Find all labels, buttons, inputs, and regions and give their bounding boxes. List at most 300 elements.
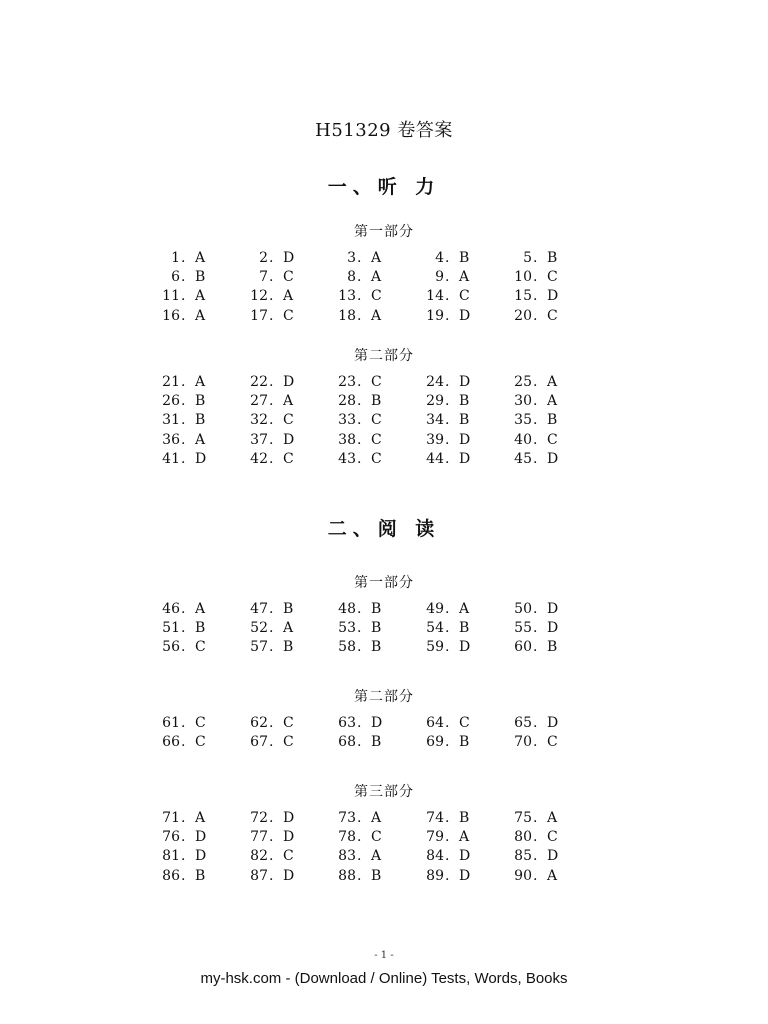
separator-dot: . xyxy=(181,431,186,448)
answer-item xyxy=(0,392,768,411)
question-number: 32 xyxy=(250,412,268,429)
question-number: 40 xyxy=(514,431,532,448)
separator-dot: . xyxy=(269,715,274,731)
page-number: - 1 - xyxy=(374,950,394,961)
answer-letter: D xyxy=(547,848,559,865)
part-label-listening-2: 第二部分 xyxy=(354,348,414,364)
separator-dot: . xyxy=(181,288,186,305)
answer-letter: A xyxy=(371,250,382,266)
answer-letter: A xyxy=(283,393,294,410)
question-number: 81 xyxy=(162,848,180,865)
answer-letter: D xyxy=(459,431,471,448)
answer-item xyxy=(0,268,768,287)
separator-dot: . xyxy=(533,734,538,751)
question-number: 61 xyxy=(162,715,180,731)
separator-dot: . xyxy=(181,250,186,266)
question-number: 77 xyxy=(250,829,268,846)
question-number: 21 xyxy=(162,374,180,390)
separator-dot: . xyxy=(533,810,538,826)
separator-dot: . xyxy=(357,620,362,637)
separator-dot: . xyxy=(181,639,186,656)
question-number: 13 xyxy=(338,288,356,305)
answer-letter: B xyxy=(371,393,382,410)
answer-letter: A xyxy=(459,269,470,286)
part-label-reading-3: 第三部分 xyxy=(354,784,414,800)
question-number: 31 xyxy=(162,412,180,429)
question-number: 58 xyxy=(338,639,356,656)
answer-item xyxy=(0,600,768,619)
question-number: 69 xyxy=(426,734,444,751)
question-number: 19 xyxy=(426,307,444,324)
separator-dot: . xyxy=(357,734,362,751)
answer-letter: A xyxy=(547,867,558,884)
separator-dot: . xyxy=(445,829,450,846)
question-number: 1 xyxy=(171,250,180,266)
answer-letter: D xyxy=(283,431,295,448)
separator-dot: . xyxy=(445,393,450,410)
separator-dot: . xyxy=(445,810,450,826)
question-number: 12 xyxy=(250,288,268,305)
part-label-listening-1: 第一部分 xyxy=(354,224,414,240)
answer-letter: A xyxy=(459,601,470,617)
answer-letter: A xyxy=(283,288,294,305)
question-number: 20 xyxy=(514,307,532,324)
separator-dot: . xyxy=(357,393,362,410)
answer-letter: C xyxy=(283,307,294,324)
question-number: 90 xyxy=(514,867,532,884)
answer-letter: D xyxy=(459,639,471,656)
answer-letter: A xyxy=(459,829,470,846)
question-number: 57 xyxy=(250,639,268,656)
answer-letter: A xyxy=(547,810,558,826)
answer-letter: D xyxy=(283,250,295,266)
answer-letter: D xyxy=(283,810,295,826)
separator-dot: . xyxy=(445,450,450,467)
separator-dot: . xyxy=(269,250,274,266)
answer-item xyxy=(0,619,768,638)
answer-letter: B xyxy=(459,620,470,637)
question-number: 63 xyxy=(338,715,356,731)
separator-dot: . xyxy=(269,810,274,826)
question-number: 86 xyxy=(162,867,180,884)
question-number: 84 xyxy=(426,848,444,865)
separator-dot: . xyxy=(181,374,186,390)
answer-letter: B xyxy=(459,734,470,751)
question-number: 3 xyxy=(347,250,356,266)
answer-letter: C xyxy=(459,715,470,731)
separator-dot: . xyxy=(357,307,362,324)
question-number: 55 xyxy=(514,620,532,637)
answer-letter: B xyxy=(195,412,206,429)
question-number: 2 xyxy=(259,250,268,266)
question-number: 41 xyxy=(162,450,180,467)
question-number: 66 xyxy=(162,734,180,751)
answer-item xyxy=(0,450,768,469)
answer-row xyxy=(0,809,768,828)
separator-dot: . xyxy=(533,288,538,305)
answer-letter: B xyxy=(283,601,294,617)
separator-dot: . xyxy=(269,734,274,751)
answer-letter: D xyxy=(283,867,295,884)
question-number: 52 xyxy=(250,620,268,637)
separator-dot: . xyxy=(357,715,362,731)
separator-dot: . xyxy=(269,431,274,448)
answer-item xyxy=(0,828,768,847)
question-number: 53 xyxy=(338,620,356,637)
answer-item xyxy=(0,431,768,450)
question-number: 45 xyxy=(514,450,532,467)
answer-letter: D xyxy=(547,715,559,731)
question-number: 15 xyxy=(514,288,532,305)
question-number: 18 xyxy=(338,307,356,324)
answer-letter: A xyxy=(371,848,382,865)
question-number: 37 xyxy=(250,431,268,448)
separator-dot: . xyxy=(181,393,186,410)
separator-dot: . xyxy=(445,601,450,617)
separator-dot: . xyxy=(357,250,362,266)
question-number: 9 xyxy=(435,269,444,286)
answer-letter: D xyxy=(283,829,295,846)
answer-item xyxy=(0,307,768,326)
answer-grid-listening-2 xyxy=(0,373,768,469)
question-number: 64 xyxy=(426,715,444,731)
separator-dot: . xyxy=(533,715,538,731)
question-number: 75 xyxy=(514,810,532,826)
separator-dot: . xyxy=(181,715,186,731)
answer-letter: C xyxy=(283,412,294,429)
answer-letter: C xyxy=(371,374,382,390)
answer-letter: C xyxy=(371,288,382,305)
separator-dot: . xyxy=(357,374,362,390)
separator-dot: . xyxy=(269,867,274,884)
answer-letter: C xyxy=(195,734,206,751)
answer-item xyxy=(0,373,768,392)
question-number: 82 xyxy=(250,848,268,865)
answer-letter: A xyxy=(547,393,558,410)
question-number: 4 xyxy=(435,250,444,266)
question-number: 39 xyxy=(426,431,444,448)
answer-letter: B xyxy=(371,639,382,656)
question-number: 28 xyxy=(338,393,356,410)
question-number: 89 xyxy=(426,867,444,884)
question-number: 70 xyxy=(514,734,532,751)
separator-dot: . xyxy=(269,829,274,846)
question-number: 74 xyxy=(426,810,444,826)
question-number: 49 xyxy=(426,601,444,617)
answer-letter: C xyxy=(459,288,470,305)
question-number: 44 xyxy=(426,450,444,467)
separator-dot: . xyxy=(445,639,450,656)
separator-dot: . xyxy=(533,601,538,617)
section-heading-listening: 一、听 力 xyxy=(327,176,441,198)
separator-dot: . xyxy=(445,307,450,324)
separator-dot: . xyxy=(181,269,186,286)
answer-letter: A xyxy=(195,431,206,448)
answer-letter: D xyxy=(195,848,207,865)
answer-letter: C xyxy=(547,269,558,286)
answer-row xyxy=(0,392,768,411)
question-number: 47 xyxy=(250,601,268,617)
separator-dot: . xyxy=(445,288,450,305)
question-number: 68 xyxy=(338,734,356,751)
answer-letter: D xyxy=(195,829,207,846)
answer-letter: D xyxy=(459,867,471,884)
separator-dot: . xyxy=(269,620,274,637)
answer-letter: A xyxy=(195,307,206,324)
question-number: 5 xyxy=(523,250,532,266)
answer-letter: D xyxy=(547,620,559,637)
question-number: 62 xyxy=(250,715,268,731)
answer-letter: D xyxy=(547,450,559,467)
answer-row xyxy=(0,714,768,733)
answer-row xyxy=(0,450,768,469)
answer-letter: C xyxy=(283,450,294,467)
question-number: 60 xyxy=(514,639,532,656)
answer-grid-reading-2 xyxy=(0,714,768,752)
answer-letter: D xyxy=(459,307,471,324)
answer-letter: B xyxy=(371,734,382,751)
answer-item xyxy=(0,287,768,306)
answer-letter: B xyxy=(459,810,470,826)
answer-letter: D xyxy=(547,288,559,305)
separator-dot: . xyxy=(269,412,274,429)
question-number: 48 xyxy=(338,601,356,617)
answer-letter: A xyxy=(195,288,206,305)
separator-dot: . xyxy=(269,269,274,286)
separator-dot: . xyxy=(181,810,186,826)
separator-dot: . xyxy=(533,307,538,324)
separator-dot: . xyxy=(357,639,362,656)
answer-letter: A xyxy=(283,620,294,637)
separator-dot: . xyxy=(445,848,450,865)
answer-letter: C xyxy=(547,431,558,448)
answer-letter: A xyxy=(195,250,206,266)
separator-dot: . xyxy=(269,450,274,467)
answer-letter: B xyxy=(459,412,470,429)
question-number: 73 xyxy=(338,810,356,826)
question-number: 24 xyxy=(426,374,444,390)
question-number: 71 xyxy=(162,810,180,826)
separator-dot: . xyxy=(445,620,450,637)
separator-dot: . xyxy=(533,639,538,656)
answer-row xyxy=(0,638,768,657)
question-number: 42 xyxy=(250,450,268,467)
question-number: 6 xyxy=(171,269,180,286)
separator-dot: . xyxy=(269,307,274,324)
answer-letter: C xyxy=(547,307,558,324)
separator-dot: . xyxy=(445,250,450,266)
separator-dot: . xyxy=(533,431,538,448)
answer-letter: B xyxy=(459,393,470,410)
separator-dot: . xyxy=(181,601,186,617)
part-label-reading-1: 第一部分 xyxy=(354,575,414,591)
question-number: 54 xyxy=(426,620,444,637)
question-number: 85 xyxy=(514,848,532,865)
question-number: 17 xyxy=(250,307,268,324)
answer-row xyxy=(0,268,768,287)
answer-letter: A xyxy=(195,374,206,390)
question-number: 11 xyxy=(162,288,180,305)
separator-dot: . xyxy=(445,431,450,448)
separator-dot: . xyxy=(445,412,450,429)
answer-item xyxy=(0,809,768,828)
separator-dot: . xyxy=(181,829,186,846)
answer-row xyxy=(0,411,768,430)
answer-letter: B xyxy=(547,250,558,266)
answer-row xyxy=(0,287,768,306)
question-number: 36 xyxy=(162,431,180,448)
separator-dot: . xyxy=(357,431,362,448)
question-number: 22 xyxy=(250,374,268,390)
separator-dot: . xyxy=(181,307,186,324)
answer-letter: C xyxy=(371,829,382,846)
question-number: 59 xyxy=(426,639,444,656)
answer-letter: C xyxy=(283,734,294,751)
separator-dot: . xyxy=(357,288,362,305)
question-number: 76 xyxy=(162,829,180,846)
answer-letter: B xyxy=(547,639,558,656)
answer-letter: B xyxy=(371,867,382,884)
answer-row xyxy=(0,619,768,638)
question-number: 23 xyxy=(338,374,356,390)
question-number: 87 xyxy=(250,867,268,884)
separator-dot: . xyxy=(357,810,362,826)
question-number: 65 xyxy=(514,715,532,731)
question-number: 43 xyxy=(338,450,356,467)
answer-letter: A xyxy=(547,374,558,390)
answer-row xyxy=(0,307,768,326)
separator-dot: . xyxy=(533,250,538,266)
answer-letter: D xyxy=(371,715,383,731)
separator-dot: . xyxy=(357,450,362,467)
answer-row xyxy=(0,373,768,392)
answer-letter: A xyxy=(195,601,206,617)
separator-dot: . xyxy=(533,867,538,884)
question-number: 25 xyxy=(514,374,532,390)
answer-letter: A xyxy=(371,810,382,826)
question-number: 88 xyxy=(338,867,356,884)
answer-grid-reading-1 xyxy=(0,600,768,658)
separator-dot: . xyxy=(445,715,450,731)
separator-dot: . xyxy=(533,620,538,637)
answer-letter: D xyxy=(459,374,471,390)
separator-dot: . xyxy=(445,734,450,751)
question-number: 46 xyxy=(162,601,180,617)
answer-row xyxy=(0,867,768,886)
question-number: 33 xyxy=(338,412,356,429)
question-number: 38 xyxy=(338,431,356,448)
question-number: 67 xyxy=(250,734,268,751)
separator-dot: . xyxy=(181,620,186,637)
answer-letter: B xyxy=(459,250,470,266)
answer-item xyxy=(0,714,768,733)
answer-item xyxy=(0,733,768,752)
question-number: 26 xyxy=(162,393,180,410)
answer-row xyxy=(0,828,768,847)
document-title: H51329 卷答案 xyxy=(315,120,453,141)
question-number: 56 xyxy=(162,639,180,656)
answer-letter: B xyxy=(195,620,206,637)
separator-dot: . xyxy=(533,450,538,467)
separator-dot: . xyxy=(269,639,274,656)
separator-dot: . xyxy=(533,374,538,390)
answer-letter: C xyxy=(371,450,382,467)
question-number: 78 xyxy=(338,829,356,846)
separator-dot: . xyxy=(181,450,186,467)
answer-letter: B xyxy=(283,639,294,656)
question-number: 35 xyxy=(514,412,532,429)
separator-dot: . xyxy=(181,867,186,884)
separator-dot: . xyxy=(269,601,274,617)
separator-dot: . xyxy=(269,374,274,390)
separator-dot: . xyxy=(357,848,362,865)
question-number: 16 xyxy=(162,307,180,324)
separator-dot: . xyxy=(533,393,538,410)
answer-grid-listening-1 xyxy=(0,249,768,326)
answer-letter: B xyxy=(195,867,206,884)
separator-dot: . xyxy=(181,848,186,865)
answer-letter: A xyxy=(371,269,382,286)
answer-letter: C xyxy=(547,734,558,751)
separator-dot: . xyxy=(445,867,450,884)
question-number: 29 xyxy=(426,393,444,410)
answer-item xyxy=(0,847,768,866)
answer-item xyxy=(0,411,768,430)
answer-item xyxy=(0,867,768,886)
question-number: 80 xyxy=(514,829,532,846)
answer-letter: B xyxy=(195,393,206,410)
separator-dot: . xyxy=(269,288,274,305)
question-number: 10 xyxy=(514,269,532,286)
question-number: 14 xyxy=(426,288,444,305)
answer-letter: C xyxy=(371,412,382,429)
answer-letter: C xyxy=(283,715,294,731)
answer-letter: B xyxy=(195,269,206,286)
answer-letter: B xyxy=(371,620,382,637)
separator-dot: . xyxy=(533,269,538,286)
separator-dot: . xyxy=(269,393,274,410)
question-number: 7 xyxy=(259,269,268,286)
answer-letter: C xyxy=(283,848,294,865)
separator-dot: . xyxy=(445,374,450,390)
footer-text: my-hsk.com - (Download / Online) Tests, Words, Books xyxy=(200,970,568,987)
separator-dot: . xyxy=(269,848,274,865)
separator-dot: . xyxy=(357,867,362,884)
answer-letter: D xyxy=(283,374,295,390)
answer-letter: B xyxy=(547,412,558,429)
answer-letter: C xyxy=(547,829,558,846)
question-number: 50 xyxy=(514,601,532,617)
separator-dot: . xyxy=(533,412,538,429)
question-number: 72 xyxy=(250,810,268,826)
answer-item xyxy=(0,249,768,268)
question-number: 83 xyxy=(338,848,356,865)
answer-item xyxy=(0,638,768,657)
answer-letter: C xyxy=(283,269,294,286)
question-number: 8 xyxy=(347,269,356,286)
answer-letter: C xyxy=(195,639,206,656)
separator-dot: . xyxy=(357,412,362,429)
question-number: 27 xyxy=(250,393,268,410)
answer-letter: D xyxy=(459,848,471,865)
answer-letter: D xyxy=(459,450,471,467)
answer-letter: D xyxy=(547,601,559,617)
question-number: 51 xyxy=(162,620,180,637)
section-heading-reading: 二、阅 读 xyxy=(327,518,441,540)
separator-dot: . xyxy=(181,412,186,429)
answer-letter: D xyxy=(195,450,207,467)
separator-dot: . xyxy=(445,269,450,286)
